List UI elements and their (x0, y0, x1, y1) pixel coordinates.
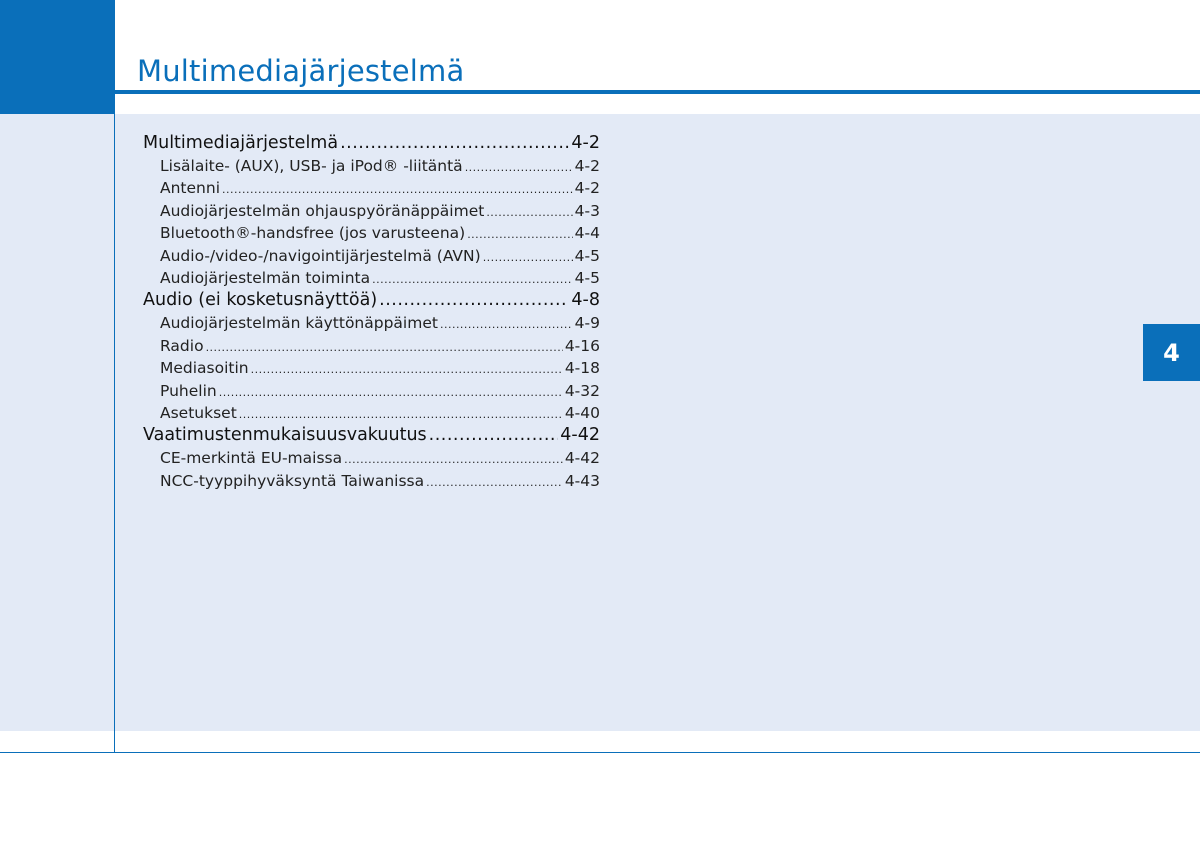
toc-dot-leader (340, 132, 569, 155)
toc-subsection-entry[interactable] (143, 222, 600, 244)
toc-dot-leader (486, 202, 572, 222)
toc-subsection-entry[interactable] (143, 380, 600, 402)
toc-subsection-entry[interactable] (143, 447, 600, 469)
toc-entry-label: Mediasoitin (160, 359, 249, 378)
toc-section-entry[interactable] (143, 132, 600, 155)
toc-subsection-entry[interactable] (143, 402, 600, 424)
toc-subsection-entry[interactable] (143, 155, 600, 177)
toc-entry-label: Audiojärjestelmän toiminta (160, 268, 371, 287)
toc-entry-label: Audio-/video-/navigointijärjestelmä (AVN) (160, 246, 481, 265)
toc-dot-leader (344, 449, 563, 469)
table-of-contents (143, 132, 600, 492)
toc-dot-leader (379, 289, 569, 312)
toc-page-number: 4-2 (574, 179, 600, 198)
toc-entry-label: Audiojärjestelmän käyttönäppäimet (160, 314, 438, 333)
toc-page-number: 4-32 (564, 381, 600, 400)
toc-dot-leader (251, 359, 563, 379)
toc-entry-label: Multimediajärjestelmä (143, 133, 339, 153)
toc-page-number: 4-3 (574, 201, 600, 220)
toc-subsection-entry[interactable] (143, 200, 600, 222)
toc-entry-label: Audiojärjestelmän ohjauspyöränäppäimet (160, 201, 485, 220)
corner-color-block (0, 0, 114, 114)
toc-subsection-entry[interactable] (143, 312, 600, 334)
toc-page-number: 4-43 (564, 471, 600, 490)
toc-dot-leader (426, 472, 563, 492)
bottom-rule (0, 752, 1200, 753)
toc-page-number: 4-5 (574, 246, 600, 265)
toc-dot-leader (467, 224, 572, 244)
toc-entry-label: Lisälaite- (AUX), USB- ja iPod® -liitäntä (160, 157, 463, 175)
toc-dot-leader (239, 404, 563, 424)
toc-page-number: 4-42 (564, 449, 600, 468)
toc-page-number: 4-40 (564, 403, 600, 422)
toc-entry-label: NCC-tyyppihyväksyntä Taiwanissa (160, 471, 425, 490)
toc-entry-label: Bluetooth®-handsfree (jos varusteena) (160, 224, 466, 243)
toc-dot-leader (465, 157, 573, 177)
toc-subsection-entry[interactable] (143, 245, 600, 267)
toc-dot-leader (440, 314, 573, 334)
toc-page-number: 4-8 (571, 290, 600, 311)
page-title: Multimediajärjestelmä (137, 54, 465, 88)
toc-entry-label: Antenni (160, 179, 220, 198)
toc-dot-leader (483, 247, 573, 267)
toc-page-number: 4-9 (574, 314, 600, 333)
toc-subsection-entry[interactable] (143, 335, 600, 357)
toc-subsection-entry[interactable] (143, 177, 600, 199)
toc-dot-leader (219, 382, 563, 402)
left-margin-line (114, 0, 115, 752)
chapter-tab[interactable]: 4 (1143, 324, 1200, 381)
toc-page-number: 4-5 (574, 268, 600, 287)
toc-page-number: 4-4 (574, 224, 600, 243)
toc-page-number: 4-2 (574, 157, 600, 175)
toc-entry-label: Puhelin (160, 381, 217, 400)
toc-entry-label: Vaatimustenmukaisuusvakuutus (143, 425, 427, 446)
toc-dot-leader (372, 269, 573, 289)
toc-page-number: 4-18 (564, 359, 600, 378)
toc-subsection-entry[interactable] (143, 267, 600, 289)
toc-entry-label: CE-merkintä EU-maissa (160, 449, 343, 468)
toc-dot-leader (429, 424, 559, 447)
toc-entry-label: Audio (ei kosketusnäyttöä) (143, 290, 378, 311)
toc-page-number: 4-2 (571, 133, 600, 153)
toc-dot-leader (206, 337, 563, 357)
toc-entry-label: Radio (160, 336, 204, 355)
toc-dot-leader (222, 179, 573, 199)
toc-section-entry[interactable] (143, 289, 600, 312)
toc-subsection-entry[interactable] (143, 470, 600, 492)
toc-entry-label: Asetukset (160, 403, 237, 422)
toc-page-number: 4-42 (560, 425, 600, 446)
toc-subsection-entry[interactable] (143, 357, 600, 379)
toc-section-entry[interactable] (143, 424, 600, 447)
toc-page-number: 4-16 (564, 336, 600, 355)
title-underline (114, 90, 1200, 94)
